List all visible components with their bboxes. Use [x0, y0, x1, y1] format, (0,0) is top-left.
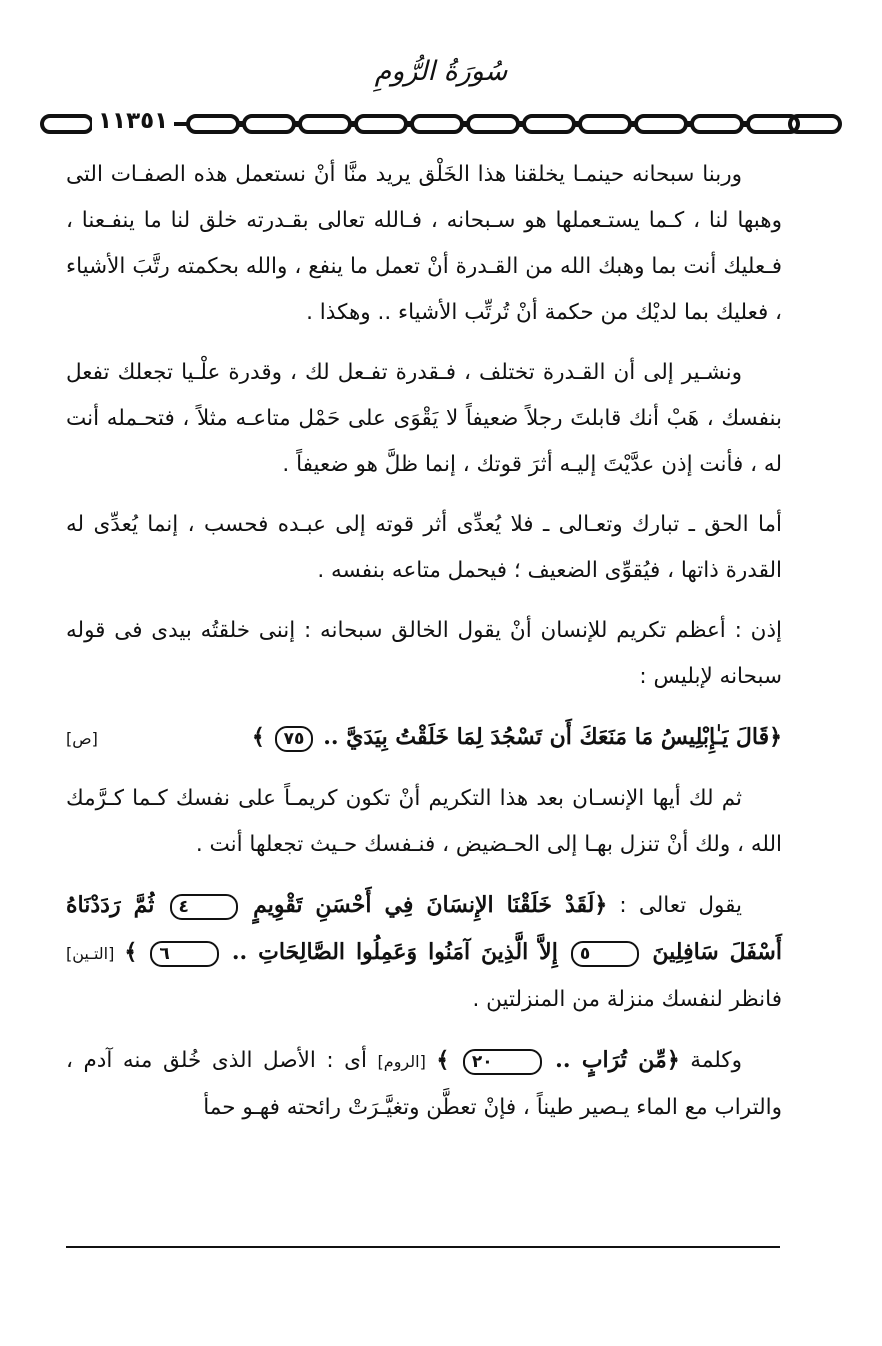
body-text: أى : الأصل الذى خُلق منه آدم ، والتراب مع الماء يـصير طيناً ، فإنْ تعطَّن وتغيَّـرَتْ رائحته فهـو حمأ — [66, 1048, 782, 1120]
quran-text: ﴿مِّن تُرَابٍ .. — [555, 1047, 680, 1073]
paragraph-1: وربنا سبحانه حينمـا يخلقنا هذا الخَلْق يريد منَّا أنْ نستعمل هذه الصفـات التى وهبها لنا ، كـما يستـعملها هو سـبحانه ، فـالله تعالى بقـدرته خلق لنا ما ينفـعنا ، فـعليك أنت بما وهبك الله من القـدرة أنْ تعمل ما ينفع ، والله بحكمته رتَّبَ الأشياء ، فعليك بما لديْك من حكمة أنْ تُرتِّب الأشياء .. وهكذا . — [66, 162, 782, 325]
ayah-number: ٥ — [571, 941, 639, 967]
intro-text: يقول تعالى : — [619, 893, 742, 918]
surah-reference: [ص] — [66, 729, 98, 748]
tail-text: فانظر لنفسك منزلة من المنزلتين . — [472, 987, 782, 1012]
quran-text: إِلاَّ الَّذِينَ آمَنُوا وَعَمِلُوا الصَّالِحَاتِ .. — [231, 939, 558, 965]
paragraph-3: أما الحق ـ تبارك وتعـالى ـ فلا يُعدِّى أثر قوته إلى عبـده فحسب ، إنما يُعدِّى له القدرة ذاتها ، فيُقوِّى الضعيف ؛ فيحمل متاعه بنفسه . — [66, 512, 782, 583]
paragraph-2: ونشـير إلى أن القـدرة تختلف ، فـقدرة تفـعل لك ، وقدرة علْـيا تجعلك تفعل بنفسك ، هَبْ أنك قابلتَ رجلاً ضعيفاً لا يَقْوَى على حَمْل متاعـه مثلاً ، فتحـمله أنت له ، فأنت إذن عدَّيْتَ إليـه أثرَ قوتك ، إنما ظلَّ هو ضعيفاً . — [66, 360, 782, 477]
quran-close-bracket: ﴾ — [436, 1047, 450, 1073]
paragraph-6 — [66, 882, 782, 1023]
surah-title: سُورَةُ الرُّومِ — [374, 56, 508, 87]
surah-reference: [التـين] — [66, 944, 115, 963]
intro-text: وكلمة — [690, 1048, 742, 1073]
surah-reference: [الروم] — [377, 1052, 426, 1071]
ayah-number: ٢٠ — [463, 1049, 542, 1075]
page-body — [66, 152, 782, 1145]
paragraph-5: ثم لك أيها الإنسـان بعد هذا التكريم أنْ تكون كريمـاً على نفسك كـما كـرَّمك الله ، ولك أنْ تنزل بهـا إلى الحـضيض ، فنـفسك حـيث تجعلها أنت . — [66, 786, 782, 857]
quran-verse-sad-75 — [66, 714, 782, 762]
quran-text: ﴿قَالَ يَـٰإِبْلِيسُ مَا مَنَعَكَ أَن تَسْجُدَ لِمَا خَلَقْتُ بِيَدَيَّ .. — [323, 724, 782, 750]
quran-close-bracket: ﴾ — [124, 939, 138, 965]
ayah-number: ٧٥ — [275, 726, 314, 752]
paragraph-7 — [66, 1037, 782, 1131]
page-number: ١١٣٥١ — [92, 108, 174, 134]
quran-text: ثُمَّ رَدَدْنَاهُ أَسْفَلَ سَافِلِينَ — [66, 892, 782, 965]
quran-close-bracket: ﴾ — [251, 724, 265, 750]
footnote-divider — [66, 1246, 780, 1248]
quran-text: ﴿لَقَدْ خَلَقْنَا الإِنسَانَ فِي أَحْسَنِ تَقْوِيمٍ — [253, 892, 608, 918]
ayah-number: ٦ — [150, 941, 218, 967]
paragraph-4: إذن : أعظم تكريم للإنسان أنْ يقول الخالق سبحانه : إننى خلقتُه بيدى فى قوله سبحانه لإبليس : — [66, 618, 782, 689]
ayah-number: ٤ — [170, 894, 238, 920]
